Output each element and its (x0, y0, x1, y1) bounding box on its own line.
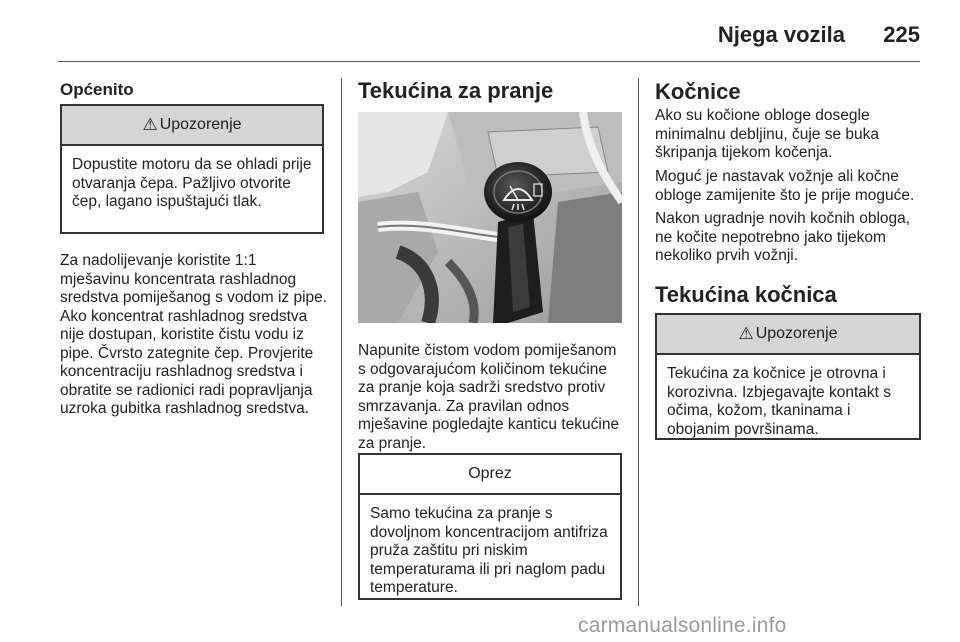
caution-box-header (360, 455, 620, 495)
page-number: 225 (883, 22, 920, 47)
paragraph-washer-fluid: Napunite čistom vodom pomiješanom s odgovarajućom količinom tekućine za pranje koja sadrži sredstvo protiv smrzavanja. Za pravilan odnos mješavine pogledajte kanticu tekućine za pranje. (358, 342, 620, 452)
warning-title: Upozorenje (159, 116, 242, 133)
warning-box-brake-fluid (655, 313, 921, 440)
warning-title: Upozorenje (755, 325, 838, 342)
warning-text: Dopustite motoru da se ohladi prije otvaranja čepa. Pažljivo otvorite čep, lagano ispuštajući tlak. (72, 156, 312, 210)
page-header (0, 0, 960, 62)
caution-title: Oprez (468, 465, 512, 482)
header-rule (58, 61, 920, 62)
caution-box-washer (358, 453, 622, 600)
warning-box-coolant (60, 104, 324, 234)
warning-box-header (657, 315, 919, 355)
washer-reservoir-photo (358, 112, 622, 323)
section-title: Njega vozila (717, 22, 845, 47)
warning-box-header (62, 106, 322, 146)
heading-washer-fluid: Tekućina za pranje (358, 78, 554, 103)
heading-general: Općenito (60, 80, 134, 99)
column-divider-2 (638, 78, 639, 606)
heading-brake-fluid: Tekućina kočnica (655, 282, 837, 307)
warning-triangle-icon: ⚠ (738, 324, 754, 343)
caution-text: Samo tekućina za pranje s dovoljnom koncentracijom antifriza pruža zaštitu pri niskim temperaturama ili pri naglom padu temperature. (370, 505, 608, 596)
heading-brakes: Kočnice (655, 79, 741, 104)
warning-triangle-icon: ⚠ (142, 115, 158, 134)
column-divider-1 (341, 78, 342, 606)
paragraph-brakes-2: Moguć je nastavak vožnje ali kočne obloge zamijenite što je prije moguće. (655, 168, 915, 204)
warning-text: Tekućina za kočnice je otrovna i korozivna. Izbjegavajte kontakt s očima, kožom, tkaninama i obojanim površinama. (667, 365, 892, 438)
watermark: carmanualsonline.info (578, 614, 787, 637)
paragraph-brakes-3: Nakon ugradnje novih kočnih obloga, ne kočite nepotrebno jako tijekom nekoliko prvih vožnji. (655, 210, 911, 264)
paragraph-coolant: Za nadolijevanje koristite 1:1 mješavinu koncentrata rashladnog sredstva pomiješanog s vodom iz pipe. Ako koncentrat rashladnog sredstva nije dostupan, koristite čistu vodu iz pipe. Čvrsto zategnite čep. Provjerite koncentraciju rashladnog sredstva i obratite se radionici radi popravljanja uzroka gubitka rashladnog sredstva. (60, 252, 328, 417)
paragraph-brakes-1: Ako su kočione obloge dosegle minimalnu debljinu, čuje se buka škripanja tijekom kočenja. (655, 107, 880, 161)
